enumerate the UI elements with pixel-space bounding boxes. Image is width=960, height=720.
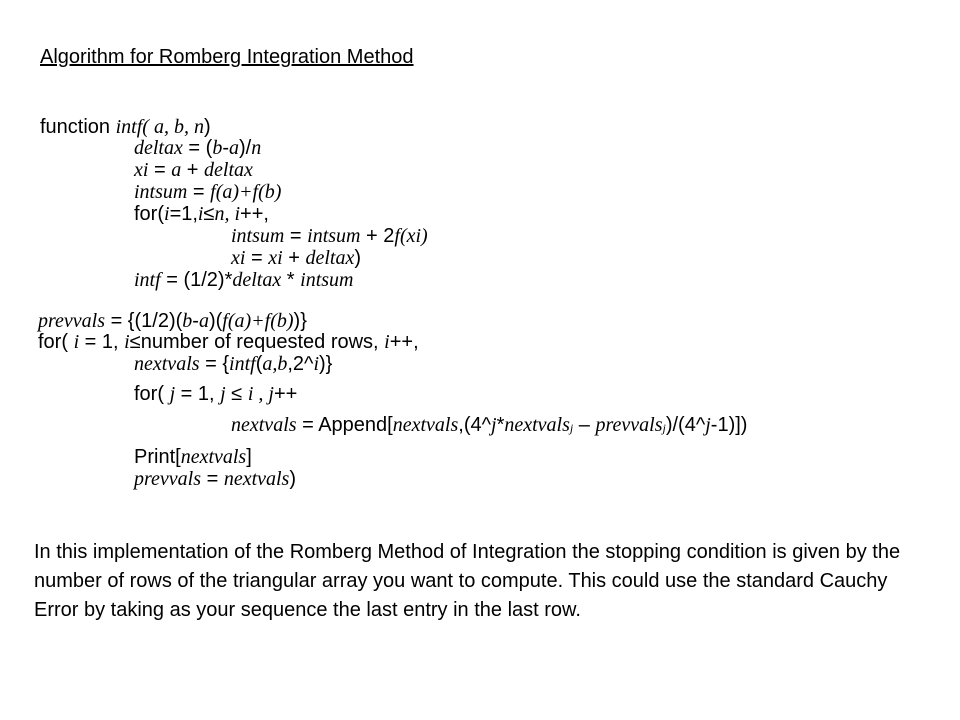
code-text: number of requested rows, — [140, 331, 385, 353]
code-text: , — [224, 203, 235, 225]
code-var: f(xi) — [394, 225, 428, 247]
code-var: a — [262, 353, 273, 375]
code-var: f(a)+f(b) — [222, 310, 294, 332]
code-text: , — [253, 383, 269, 405]
code-text: – — [573, 414, 596, 436]
code-text: ,(4^ — [458, 414, 491, 436]
code-text: )/(4^ — [665, 414, 706, 436]
code-text: ) — [289, 468, 297, 490]
code-var: nextvals — [504, 414, 570, 436]
code-var: xi — [231, 247, 246, 269]
code-var: xi — [268, 247, 283, 269]
code-line-function — [40, 116, 211, 138]
code-line-intf-result — [134, 269, 354, 291]
code-var: intsum — [300, 269, 354, 291]
code-line-deltax — [134, 137, 261, 159]
code-text: )} — [319, 353, 333, 375]
code-text: ,2^ — [287, 353, 314, 375]
le-symbol: ≤ — [129, 331, 141, 353]
code-var: n — [214, 203, 225, 225]
code-text: - — [192, 310, 199, 332]
code-text: -1)]) — [710, 414, 748, 436]
code-line-for-inner — [134, 203, 269, 225]
le-symbol: ≤ — [225, 383, 248, 405]
code-text: * — [281, 269, 301, 291]
code-text: ++, — [389, 331, 419, 353]
code-text: Print[ — [134, 446, 181, 468]
code-text: = — [245, 247, 269, 269]
code-text: = — [201, 468, 224, 490]
code-var: deltax — [305, 247, 355, 269]
code-text: * — [496, 414, 505, 436]
code-line-prevvals-update — [134, 468, 296, 490]
code-text: - — [222, 137, 229, 159]
code-line-prevvals — [38, 310, 307, 332]
code-text: + — [181, 159, 205, 181]
description-paragraph: In this implementation of the Romberg Method of Integration the stopping condition is given by the number of rows of the triangular array you want to compute. This could use the standard Cauchy Error by taking as your sequence the last entry in the last row. — [34, 541, 901, 621]
code-var: intf — [134, 269, 161, 291]
code-text: ] — [246, 446, 252, 468]
code-text: = 1, — [175, 383, 221, 405]
code-var: i — [73, 331, 80, 353]
code-var: deltax — [134, 137, 183, 159]
code-text: = — [187, 181, 211, 203]
code-text: ++, — [240, 203, 269, 225]
code-var: intsum — [307, 225, 361, 247]
code-text: ( — [255, 353, 263, 375]
code-line-xi — [134, 159, 253, 181]
code-text: + — [282, 247, 306, 269]
code-var: j — [169, 383, 176, 405]
code-var: j — [491, 414, 497, 436]
code-line-for-j — [134, 383, 297, 405]
code-var: deltax — [204, 159, 253, 181]
code-text: =1, — [169, 203, 198, 225]
code-text: = { — [199, 353, 230, 375]
le-symbol: ≤ — [203, 203, 215, 225]
code-text: for( — [134, 383, 170, 405]
code-var: a — [171, 159, 182, 181]
code-var: a — [229, 137, 239, 159]
code-line-intsum — [134, 181, 281, 203]
subscript-j: j — [662, 421, 666, 435]
code-var: intsum — [134, 181, 188, 203]
code-var: b — [212, 137, 223, 159]
code-var: prevvals — [595, 414, 663, 436]
code-var: f(a)+f(b) — [210, 181, 282, 203]
code-text: = (1/2)* — [160, 269, 233, 291]
code-var: intf — [115, 116, 143, 138]
code-text: = — [148, 159, 172, 181]
code-var: deltax — [232, 269, 282, 291]
code-var: j — [705, 414, 711, 436]
code-var: i — [384, 331, 390, 353]
code-var: nextvals — [392, 414, 459, 436]
code-var: xi — [134, 159, 149, 181]
code-var: i — [164, 203, 170, 225]
code-line-intsum-update — [231, 225, 428, 247]
code-line-append — [231, 414, 747, 436]
code-var: a — [198, 310, 209, 332]
code-var: prevvals — [38, 310, 106, 332]
code-text: for( — [38, 331, 74, 353]
code-var: intf — [229, 353, 256, 375]
code-text: function — [40, 116, 116, 138]
code-text: ( — [142, 116, 154, 138]
code-var: prevvals — [134, 468, 202, 490]
code-var: b — [277, 353, 288, 375]
code-var: intsum — [231, 225, 285, 247]
code-line-nextvals — [134, 353, 332, 375]
page-title: Algorithm for Romberg Integration Method — [40, 46, 414, 68]
code-var: i — [197, 203, 204, 225]
code-text: ++ — [273, 383, 298, 405]
code-text: )( — [208, 310, 223, 332]
code-line-print — [134, 446, 252, 468]
code-text: = 1, — [79, 331, 125, 353]
code-var: i — [313, 353, 319, 375]
code-text: + 2 — [360, 225, 395, 247]
code-text: )/ — [239, 137, 252, 159]
code-line-xi-update — [231, 247, 361, 269]
code-var: nextvals — [231, 414, 297, 436]
code-text: )} — [293, 310, 307, 332]
code-var: nextvals — [180, 446, 247, 468]
subscript-j: j — [569, 421, 574, 435]
code-var: j — [220, 383, 226, 405]
code-var: nextvals — [134, 353, 200, 375]
code-text: , — [272, 353, 278, 375]
code-text: = {(1/2)( — [105, 310, 183, 332]
code-var: b — [182, 310, 193, 332]
code-var: i — [247, 383, 254, 405]
code-var: j — [268, 383, 274, 405]
code-var: i — [124, 331, 130, 353]
code-text: ) — [203, 116, 211, 138]
code-var: n — [251, 137, 262, 159]
code-text: for( — [134, 203, 164, 225]
code-text: = — [284, 225, 308, 247]
code-text: = Append[ — [296, 414, 393, 436]
code-var: nextvals — [223, 468, 290, 490]
code-var: a, b, n — [153, 116, 204, 138]
code-text: ) — [354, 247, 362, 269]
code-line-for-rows — [38, 331, 419, 353]
code-text: = ( — [182, 137, 213, 159]
code-var: i — [234, 203, 241, 225]
